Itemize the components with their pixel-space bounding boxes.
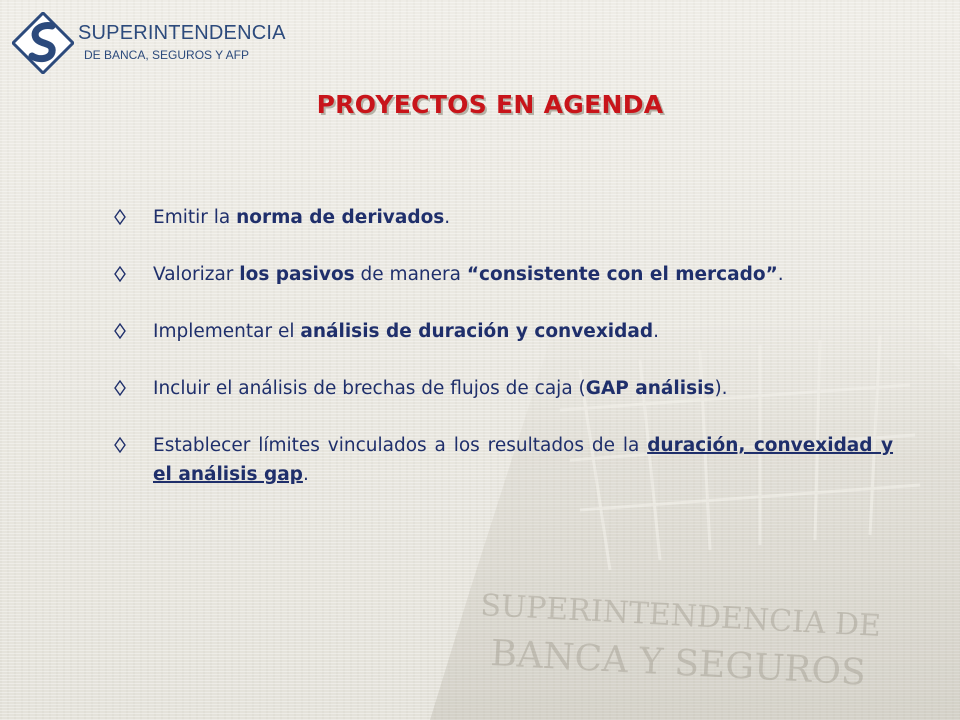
list-item xyxy=(113,317,893,346)
list-item xyxy=(113,374,893,403)
item-bold: los pasivos xyxy=(239,264,355,285)
item-bold: “consistente con el mercado” xyxy=(466,264,778,285)
watermark-line-1: SUPERINTENDENCIA DE xyxy=(479,588,882,644)
item-text: . xyxy=(777,264,784,285)
agenda-list xyxy=(113,203,893,517)
hyperlink-duracion-convexidad[interactable]: duración, convexidad y el análisis gap xyxy=(153,435,894,485)
list-item xyxy=(113,431,893,489)
logo xyxy=(12,12,302,74)
item-text: Emitir la xyxy=(153,207,237,228)
item-bold: GAP análisis xyxy=(585,378,715,399)
item-text: Implementar el xyxy=(153,321,301,342)
watermark-line-2: BANCA Y SEGUROS xyxy=(489,633,867,694)
logo-subtitle: DE BANCA, SEGUROS Y AFP xyxy=(84,48,249,62)
item-text: Establecer límites vinculados a los resultados de la xyxy=(153,435,648,456)
diamond-bullet-icon xyxy=(113,266,127,282)
item-text: ). xyxy=(714,378,728,399)
diamond-bullet-icon xyxy=(113,380,127,396)
item-text: . xyxy=(302,464,309,485)
item-bold: norma de derivados xyxy=(236,207,445,228)
item-text: . xyxy=(444,207,451,228)
item-text: de manera xyxy=(354,264,467,285)
logo-title: SUPERINTENDENCIA xyxy=(78,22,286,44)
item-text: . xyxy=(653,321,659,342)
diamond-bullet-icon xyxy=(113,437,127,453)
item-text: Valorizar xyxy=(153,264,240,285)
item-text: Incluir el análisis de brechas de flujos de caja ( xyxy=(153,378,586,399)
slide-title: PROYECTOS EN AGENDA xyxy=(316,90,664,119)
diamond-bullet-icon xyxy=(113,209,127,225)
item-bold: análisis de duración y convexidad xyxy=(300,321,654,342)
list-item xyxy=(113,203,893,232)
sbs-logo-icon xyxy=(12,12,74,74)
diamond-bullet-icon xyxy=(113,323,127,339)
list-item xyxy=(113,260,893,289)
